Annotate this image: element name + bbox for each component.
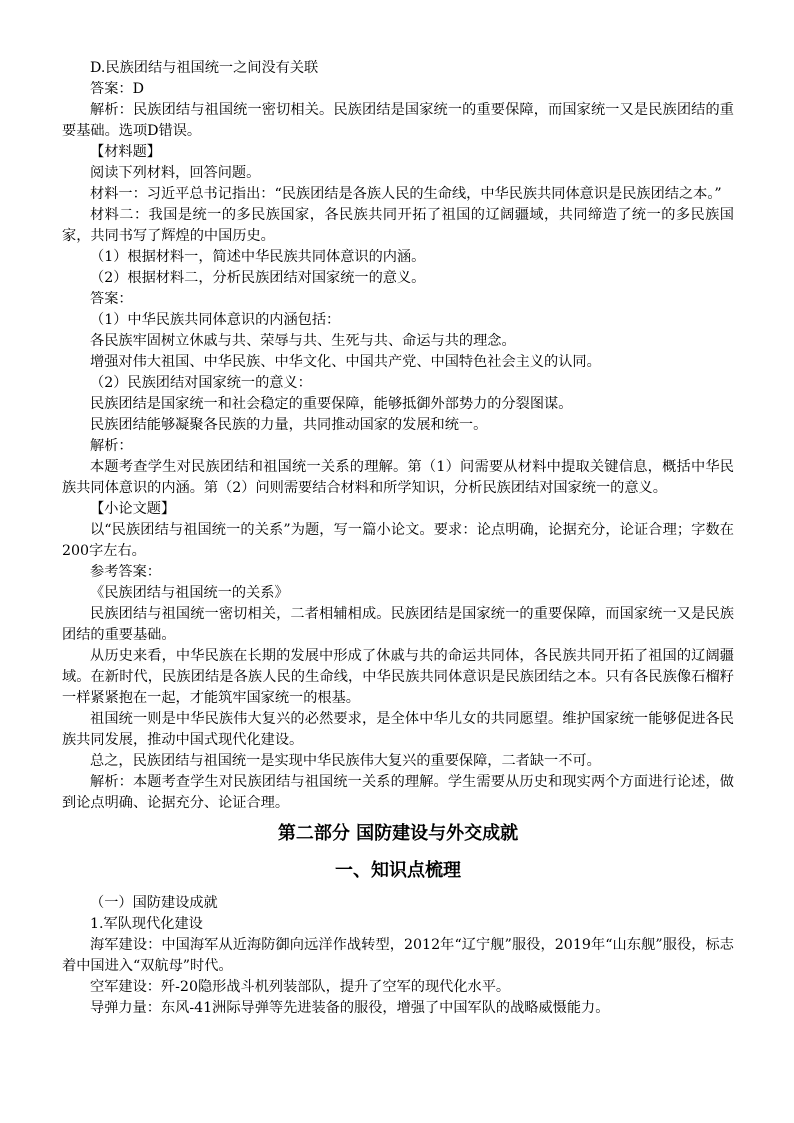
missile-paragraph: 导弹力量：东风-41洲际导弹等先进装备的服役，增强了中国军队的战略威慑能力。 xyxy=(90,1000,610,1016)
subsection-heading: （一）国防建设成就 xyxy=(90,895,218,911)
answer-2-heading: （2）民族团结对国家统一的意义： xyxy=(90,375,312,391)
answer-2-point-1: 民族团结是国家统一和社会稳定的重要保障，能够抵御外部势力的分裂图谋。 xyxy=(90,396,573,412)
navy-paragraph: 海军建设：中国海军从近海防御向远洋作战转型，2012年“辽宁舰”服役，2019年“山东舰”服役，标志着中国进入“双航母”时代。 xyxy=(62,937,734,974)
essay-analysis: 解析：本题考查学生对民族团结与祖国统一关系的理解。学生需要从历史和现实两个方面进行论述，做到论点明确、论据充分、论证合理。 xyxy=(62,774,734,811)
essay-prompt: 以“民族团结与祖国统一的关系”为题，写一篇小论文。要求：论点明确，论据充分，论证合理；字数在200字左右。 xyxy=(62,522,734,559)
material-two: 材料二：我国是统一的多民族国家，各民族共同开拓了祖国的辽阔疆域，共同缔造了统一的多民族国家，共同书写了辉煌的中国历史。 xyxy=(62,207,734,244)
topic-heading: 1.军队现代化建设 xyxy=(90,916,203,932)
air-force-paragraph: 空军建设：歼-20隐形战斗机列装部队，提升了空军的现代化水平。 xyxy=(90,979,511,995)
question-1: （1）根据材料一，简述中华民族共同体意识的内涵。 xyxy=(90,249,426,265)
essay-paragraph-3: 祖国统一则是中华民族伟大复兴的必然要求，是全体中华儿女的共同愿望。维护国家统一能够促进各民族共同发展，推动中国式现代化建设。 xyxy=(62,711,734,748)
reference-answer-label: 参考答案： xyxy=(90,564,161,580)
option-d: D.民族团结与祖国统一之间没有关联 xyxy=(90,60,319,76)
analysis: 解析：民族团结与祖国统一密切相关。民族团结是国家统一的重要保障，而国家统一又是民族团结的重要基础。选项D错误。 xyxy=(62,102,734,139)
answer-1-point-1: 各民族牢固树立休戚与共、荣辱与共、生死与共、命运与共的理念。 xyxy=(90,333,516,349)
analysis-body: 本题考查学生对民族团结和祖国统一关系的理解。第（1）问需要从材料中提取关键信息，概括中华民族共同体意识的内涵。第（2）问则需要结合材料和所学知识，分析民族团结对国家统一的意义。 xyxy=(62,459,734,496)
answer-label: 答案： xyxy=(90,291,133,307)
essay-paragraph-2: 从历史来看，中华民族在长期的发展中形成了休戚与共的命运共同体，各民族共同开拓了祖国的辽阔疆域。在新时代，民族团结是各族人民的生命线，中华民族共同体意识是民族团结之本。只有各民族像石榴籽一样紧紧抱在一起，才能筑牢国家统一的根基。 xyxy=(62,648,734,706)
essay-paragraph-4: 总之，民族团结与祖国统一是实现中华民族伟大复兴的重要保障，二者缺一不可。 xyxy=(90,753,601,769)
document-page xyxy=(62,58,734,1019)
instruction: 阅读下列材料，回答问题。 xyxy=(90,165,261,181)
answer-1-heading: （1）中华民族共同体意识的内涵包括： xyxy=(90,312,341,328)
essay-paragraph-1: 民族团结与祖国统一密切相关，二者相辅相成。民族团结是国家统一的重要保障，而国家统一又是民族团结的重要基础。 xyxy=(62,606,734,643)
part-heading: 第二部分 国防建设与外交成就 xyxy=(277,823,519,844)
section-heading: 一、知识点梳理 xyxy=(335,860,461,881)
material-question-label: 【材料题】 xyxy=(90,144,161,160)
analysis-label: 解析： xyxy=(90,438,133,454)
answer: 答案：D xyxy=(90,81,144,97)
essay-question-label: 【小论文题】 xyxy=(90,501,176,517)
answer-1-point-2: 增强对伟大祖国、中华民族、中华文化、中国共产党、中国特色社会主义的认同。 xyxy=(90,354,601,370)
material-one: 材料一：习近平总书记指出：“民族团结是各族人民的生命线，中华民族共同体意识是民族团结之本。” xyxy=(90,186,722,202)
question-2: （2）根据材料二，分析民族团结对国家统一的意义。 xyxy=(90,270,426,286)
answer-2-point-2: 民族团结能够凝聚各民族的力量，共同推动国家的发展和统一。 xyxy=(90,417,488,433)
essay-title: 《民族团结与祖国统一的关系》 xyxy=(90,585,289,601)
